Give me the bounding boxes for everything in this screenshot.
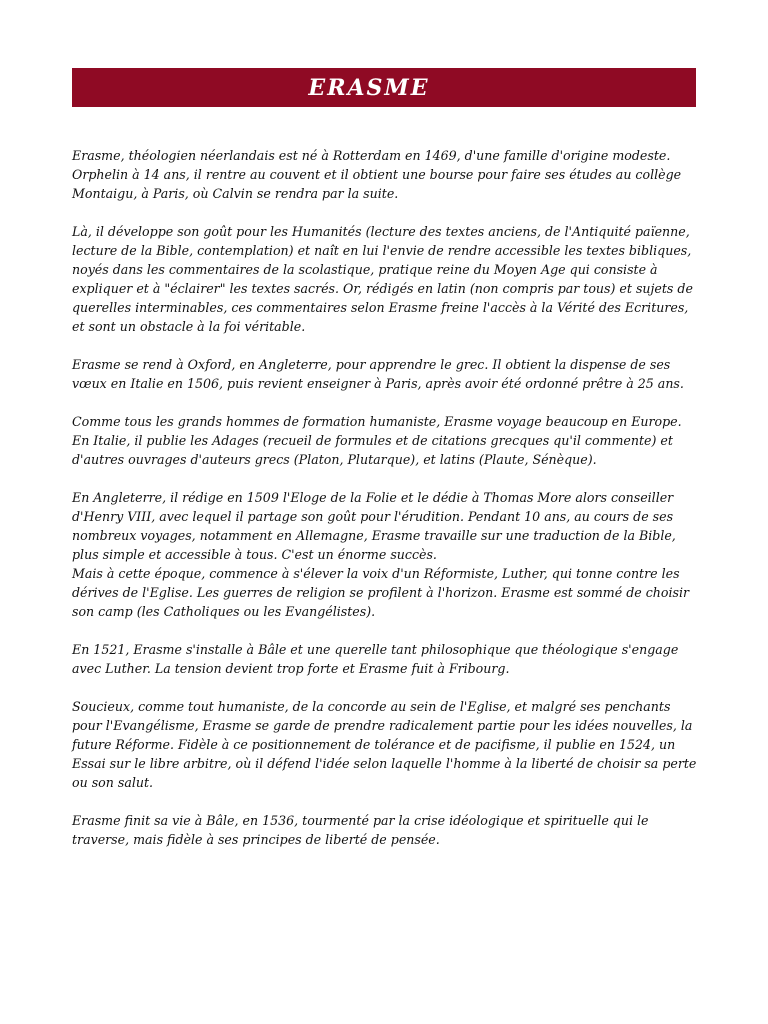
paragraph-england: En Angleterre, il rédige en 1509 l'Eloge de la Folie et le dédie à Thomas More alors conseiller d'Henry VIII, avec lequel il partage son goût pour l'érudition. Pendant 10 ans, au cours de ses nombreux voyages, notamment en Allemagne, Erasme travaille sur une traduction de la Bible, plus simple et accessible à tous. C'est un énorme succès. — [72, 490, 676, 562]
paragraph-humanities: Là, il développe son goût pour les Humanités (lecture des textes anciens, de l'Antiquité païenne, lecture de la Bible, contemplation) et naît en lui l'envie de rendre accessible les textes bibliques, noyés dans les commentaires de la scolastique, pratique reine du Moyen Age qui consiste à expliquer et à "éclairer" les textes sacrés. Or, rédigés en latin (non compris par tous) et sujets de querelles interminables, ces commentaires selon Erasme freine l'accès à la Vérité des Ecritures, et sont un obstacle à la foi véritable. — [72, 224, 693, 334]
paragraph-basel: En 1521, Erasme s'installe à Bâle et une querelle tant philosophique que théologique s'engage avec Luther. La tension devient trop forte et Erasme fuit à Fribourg. — [72, 642, 679, 676]
paragraph-tolerance: Soucieux, comme tout humaniste, de la concorde au sein de l'Eglise, et malgré ses penchants pour l'Evangélisme, Erasme se garde de prendre radicalement partie pour les idées nouvelles, la future Réforme. Fidèle à ce positionnement de tolérance et de pacifisme, il publie en 1524, un Essai sur le libre arbitre, où il défend l'idée selon laquelle l'homme à la liberté de choisir sa perte ou son salut. — [72, 699, 697, 790]
paragraph-travels: Comme tous les grands hommes de formation humaniste, Erasme voyage beaucoup en Europe. En Italie, il publie les Adages (recueil de formules et de citations grecques qu'il commente) et d'autres ouvrages d'auteurs grecs (Platon, Plutarque), et latins (Plaute, Sénèque). — [72, 414, 682, 467]
paragraph-luther: Mais à cette époque, commence à s'élever la voix d'un Réformiste, Luther, qui tonne contre les dérives de l'Eglise. Les guerres de religion se profilent à l'horizon. Erasme est sommé de choisir son camp (les Catholiques ou les Evangélistes). — [72, 566, 690, 619]
paragraph-oxford: Erasme se rend à Oxford, en Angleterre, pour apprendre le grec. Il obtient la dispense de ses vœux en Italie en 1506, puis revient enseigner à Paris, après avoir été ordonné prêtre à 25 ans. — [72, 357, 684, 391]
title-banner — [72, 68, 696, 107]
paragraph-death: Erasme finit sa vie à Bâle, en 1536, tourmenté par la crise idéologique et spirituelle qui le traverse, mais fidèle à ses principes de liberté de pensée. — [72, 813, 649, 847]
paragraph-biography-intro: Erasme, théologien néerlandais est né à Rotterdam en 1469, d'une famille d'origine modeste. Orphelin à 14 ans, il rentre au couvent et il obtient une bourse pour faire ses études au collège Montaigu, à Paris, où Calvin se rendra par la suite. — [72, 148, 682, 201]
document-body — [72, 146, 697, 868]
page-title: ERASME — [308, 74, 430, 101]
